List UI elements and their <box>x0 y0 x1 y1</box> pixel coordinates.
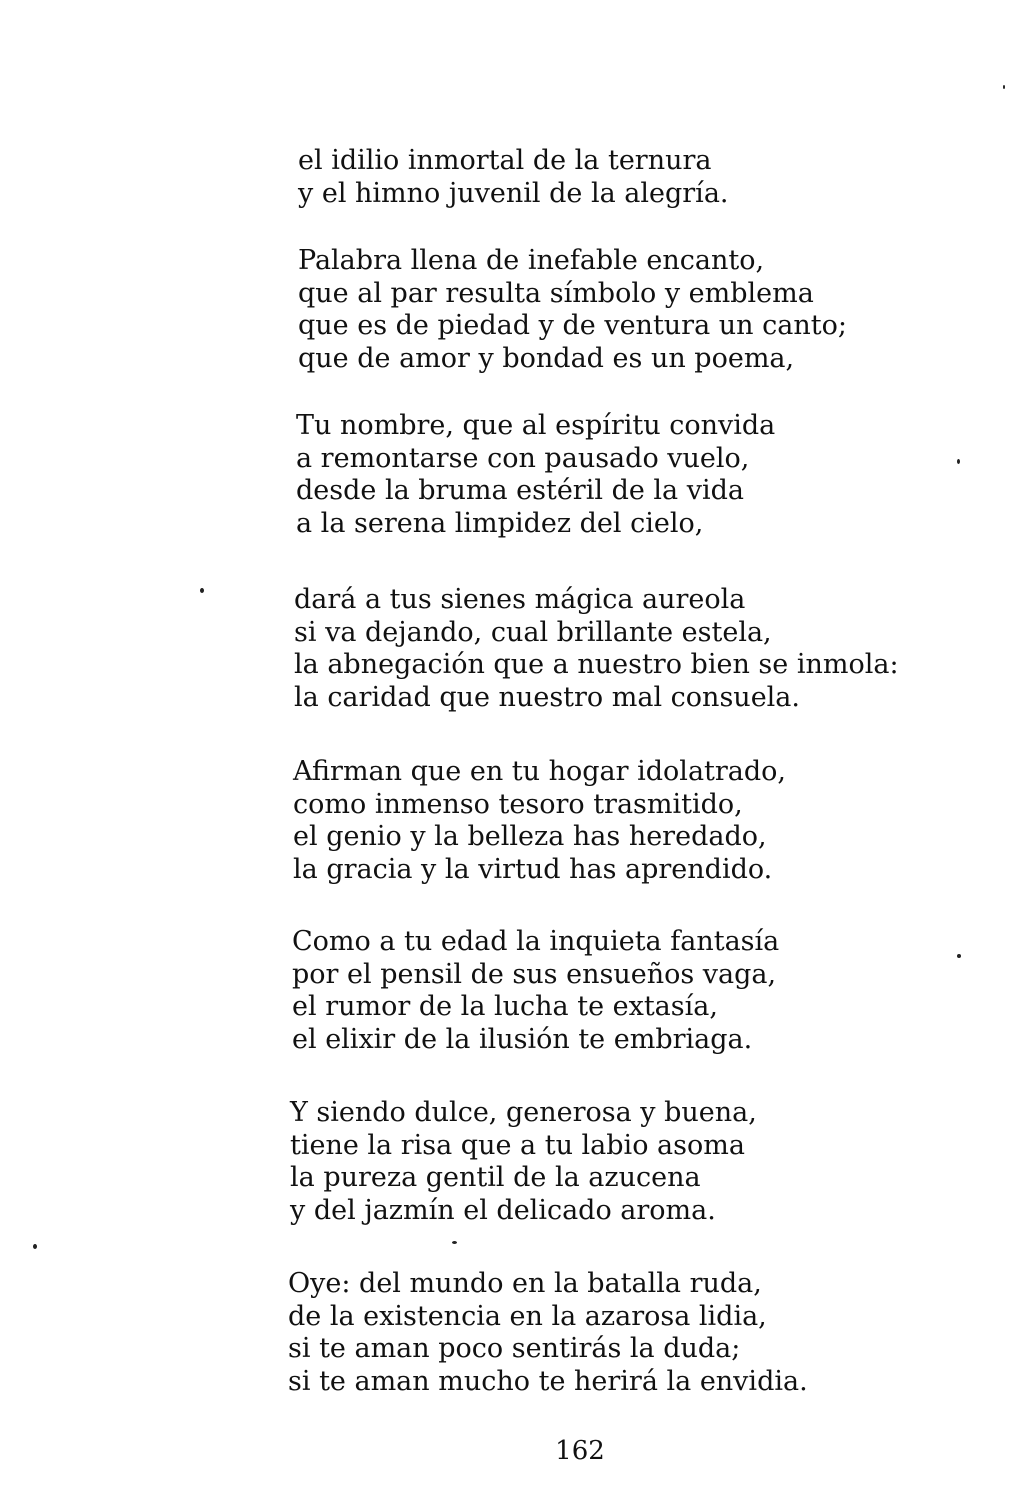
verse-line: que es de piedad y de ventura un canto; <box>298 310 847 341</box>
stanza-2 <box>298 245 847 375</box>
verse-line: que al par resulta símbolo y emblema <box>298 277 814 309</box>
stanza-8 <box>288 1268 808 1398</box>
scan-speck <box>957 954 961 958</box>
verse-line: desde la bruma estéril de la vida <box>296 475 744 506</box>
verse-line: tiene la risa que a tu labio asoma <box>290 1129 745 1161</box>
verse-line: como inmenso tesoro trasmitido, <box>293 788 743 820</box>
verse-line: si va dejando, cual brillante estela, <box>294 616 772 648</box>
scan-speck <box>200 588 204 593</box>
stanza-7 <box>290 1097 757 1227</box>
verse-line: el rumor de la lucha te extasía, <box>292 991 718 1022</box>
verse-line: la pureza gentil de la azucena <box>290 1162 701 1193</box>
verse-line: el genio y la belleza has heredado, <box>293 821 767 852</box>
verse-line: si te aman mucho te herirá la envidia. <box>288 1365 808 1397</box>
stanza-1 <box>298 145 729 210</box>
verse-line: Palabra llena de inefable encanto, <box>298 245 765 276</box>
scan-speck <box>452 1241 457 1244</box>
verse-line: la gracia y la virtud has aprendido. <box>293 853 773 885</box>
verse-line: la caridad que nuestro mal consuela. <box>294 681 800 713</box>
verse-line: dará a tus sienes mágica aureola <box>294 584 746 615</box>
verse-line: Tu nombre, que al espíritu convida <box>296 410 776 441</box>
page-number: 162 <box>555 1436 605 1466</box>
scan-speck <box>33 1244 37 1249</box>
verse-line: a remontarse con pausado vuelo, <box>296 442 750 474</box>
verse-line: que de amor y bondad es un poema, <box>298 342 795 374</box>
stanza-5 <box>293 756 786 886</box>
verse-line: de la existencia en la azarosa lidia, <box>288 1300 767 1332</box>
scan-speck <box>957 459 960 464</box>
verse-line: Oye: del mundo en la batalla ruda, <box>288 1268 762 1299</box>
verse-line: y el himno juvenil de la alegría. <box>298 177 729 209</box>
verse-line: si te aman poco sentirás la duda; <box>288 1333 741 1364</box>
verse-line: y del jazmín el delicado aroma. <box>290 1194 716 1226</box>
verse-line: Afirman que en tu hogar idolatrado, <box>293 756 787 787</box>
verse-line: a la serena limpidez del cielo, <box>296 507 704 539</box>
scan-speck <box>1003 85 1005 89</box>
verse-line: la abnegación que a nuestro bien se inmola: <box>294 649 899 680</box>
verse-line: el elixir de la ilusión te embriaga. <box>292 1023 753 1055</box>
verse-line: Como a tu edad la inquieta fantasía <box>292 926 780 957</box>
stanza-3 <box>296 410 775 540</box>
verse-line: por el pensil de sus ensueños vaga, <box>292 958 777 990</box>
stanza-6 <box>292 926 779 1056</box>
verse-line: Y siendo dulce, generosa y buena, <box>290 1097 757 1128</box>
stanza-4 <box>294 584 899 714</box>
verse-line: el idilio inmortal de la ternura <box>298 145 712 176</box>
